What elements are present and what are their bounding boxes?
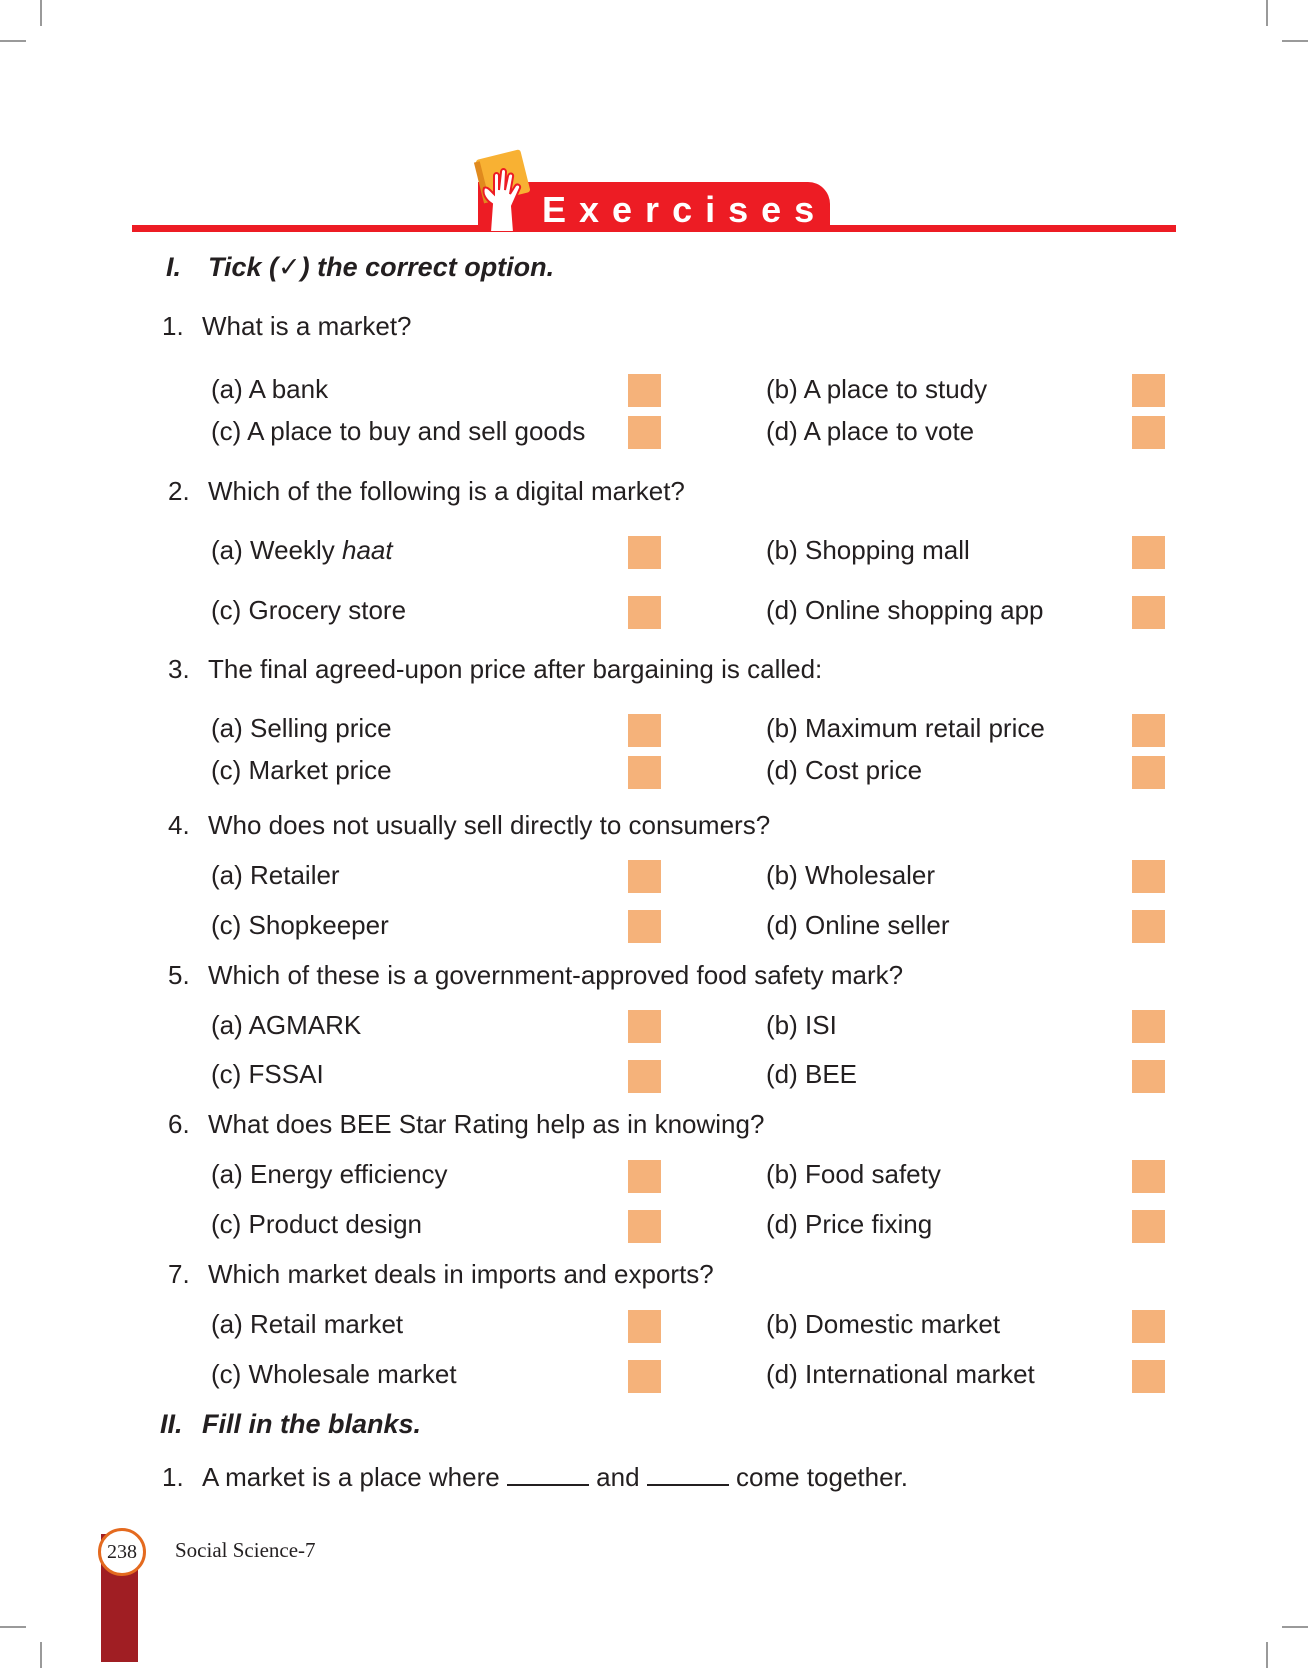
option-d: (d) A place to vote <box>766 416 975 446</box>
option-b: (b) Shopping mall <box>766 535 970 565</box>
question-text: Which of the following is a digital market? <box>208 476 685 506</box>
option-a: (a) Retail market <box>211 1309 404 1339</box>
question-number: 4. <box>168 810 190 840</box>
question-text: What does BEE Star Rating help as in knowing? <box>208 1109 765 1139</box>
tick-box[interactable] <box>1132 860 1165 893</box>
section-title: Fill in the blanks. <box>202 1409 422 1439</box>
option-b: (b) Food safety <box>766 1159 941 1189</box>
fill-part-1: A market is a place where <box>202 1462 500 1492</box>
option-a: (a) Retailer <box>211 860 340 890</box>
book-title: Social Science-7 <box>175 1538 316 1562</box>
question-text: Who does not usually sell directly to consumers? <box>208 810 771 840</box>
fill-in-question <box>162 1460 908 1494</box>
question <box>168 808 770 842</box>
tick-box[interactable] <box>1132 1160 1165 1193</box>
question-number: 6. <box>168 1109 190 1139</box>
tick-box[interactable] <box>628 536 661 569</box>
option-c: (c) FSSAI <box>211 1059 324 1089</box>
option-c: (c) Shopkeeper <box>211 910 389 940</box>
crop-mark <box>1282 1626 1308 1628</box>
option-b: (b) Domestic market <box>766 1309 1001 1339</box>
crop-mark <box>1266 1642 1268 1668</box>
tick-box[interactable] <box>628 714 661 747</box>
question-number: 3. <box>168 654 190 684</box>
option-c: (c) Market price <box>211 755 392 785</box>
question-number: 1. <box>162 311 184 341</box>
option-c: (c) Product design <box>211 1209 422 1239</box>
tick-box[interactable] <box>628 596 661 629</box>
tick-box[interactable] <box>1132 374 1165 407</box>
section-heading <box>160 1407 421 1441</box>
option-a: (a) Selling price <box>211 713 392 743</box>
tick-box[interactable] <box>1132 1360 1165 1393</box>
option-b: (b) Maximum retail price <box>766 713 1045 743</box>
question-number: 7. <box>168 1259 190 1289</box>
tick-box[interactable] <box>1132 536 1165 569</box>
tick-box[interactable] <box>628 860 661 893</box>
section-heading <box>166 250 554 284</box>
crop-mark <box>40 1642 42 1668</box>
tick-box[interactable] <box>628 374 661 407</box>
option-a: (a) A bank <box>211 374 329 404</box>
answer-blank[interactable] <box>647 1460 729 1486</box>
option-d: (d) Price fixing <box>766 1209 933 1239</box>
tick-box[interactable] <box>628 1310 661 1343</box>
page-title: Exercises <box>542 189 828 230</box>
question <box>168 652 822 686</box>
option-a <box>211 533 393 567</box>
option-c: (c) A place to buy and sell goods <box>211 416 586 446</box>
option-d: (d) International market <box>766 1359 1035 1389</box>
question <box>168 1107 764 1141</box>
option-a-text: (a) Weekly <box>211 535 342 565</box>
section-number: I. <box>166 252 182 282</box>
book-hand-icon <box>468 146 538 232</box>
answer-blank[interactable] <box>507 1460 589 1486</box>
option-d: (d) Cost price <box>766 755 923 785</box>
tick-box[interactable] <box>1132 1210 1165 1243</box>
option-d: (d) Online shopping app <box>766 595 1044 625</box>
question-number: 2. <box>168 476 190 506</box>
tick-box[interactable] <box>628 910 661 943</box>
section-number: II. <box>160 1409 183 1439</box>
option-c: (c) Grocery store <box>211 595 407 625</box>
crop-mark <box>0 1626 26 1628</box>
option-d: (d) BEE <box>766 1059 858 1089</box>
option-a: (a) AGMARK <box>211 1010 362 1040</box>
question-text: The final agreed-upon price after bargaining is called: <box>208 654 823 684</box>
crop-mark <box>1282 40 1308 42</box>
question <box>168 474 685 508</box>
option-b: (b) A place to study <box>766 374 988 404</box>
tick-box[interactable] <box>1132 1060 1165 1093</box>
tick-box[interactable] <box>628 416 661 449</box>
fill-part-2: and <box>596 1462 640 1492</box>
crop-mark <box>0 40 26 42</box>
crop-mark <box>40 0 42 26</box>
fill-part-3: come together. <box>736 1462 909 1492</box>
option-b: (b) Wholesaler <box>766 860 936 890</box>
option-c: (c) Wholesale market <box>211 1359 457 1389</box>
tick-box[interactable] <box>1132 1310 1165 1343</box>
question-text: What is a market? <box>202 311 412 341</box>
question <box>168 958 903 992</box>
question <box>162 309 412 343</box>
tick-box[interactable] <box>628 1010 661 1043</box>
tick-box[interactable] <box>1132 910 1165 943</box>
question-number: 5. <box>168 960 190 990</box>
tick-box[interactable] <box>628 1160 661 1193</box>
tick-box[interactable] <box>1132 756 1165 789</box>
question <box>168 1257 714 1291</box>
tick-box[interactable] <box>1132 1010 1165 1043</box>
tick-box[interactable] <box>628 1360 661 1393</box>
option-d: (d) Online seller <box>766 910 950 940</box>
tick-box[interactable] <box>628 756 661 789</box>
crop-mark <box>1266 0 1268 26</box>
option-a-italic: haat <box>342 535 393 565</box>
section-title: Tick (✓) the correct option. <box>208 252 555 282</box>
option-b: (b) ISI <box>766 1010 837 1040</box>
tick-box[interactable] <box>628 1210 661 1243</box>
option-a: (a) Energy efficiency <box>211 1159 448 1189</box>
question-text: Which market deals in imports and exports? <box>208 1259 714 1289</box>
tick-box[interactable] <box>1132 714 1165 747</box>
tick-box[interactable] <box>1132 596 1165 629</box>
tick-box[interactable] <box>628 1060 661 1093</box>
question-text: Which of these is a government-approved food safety mark? <box>208 960 904 990</box>
tick-box[interactable] <box>1132 416 1165 449</box>
question-number: 1. <box>162 1462 184 1492</box>
page-number: 238 <box>107 1541 137 1563</box>
